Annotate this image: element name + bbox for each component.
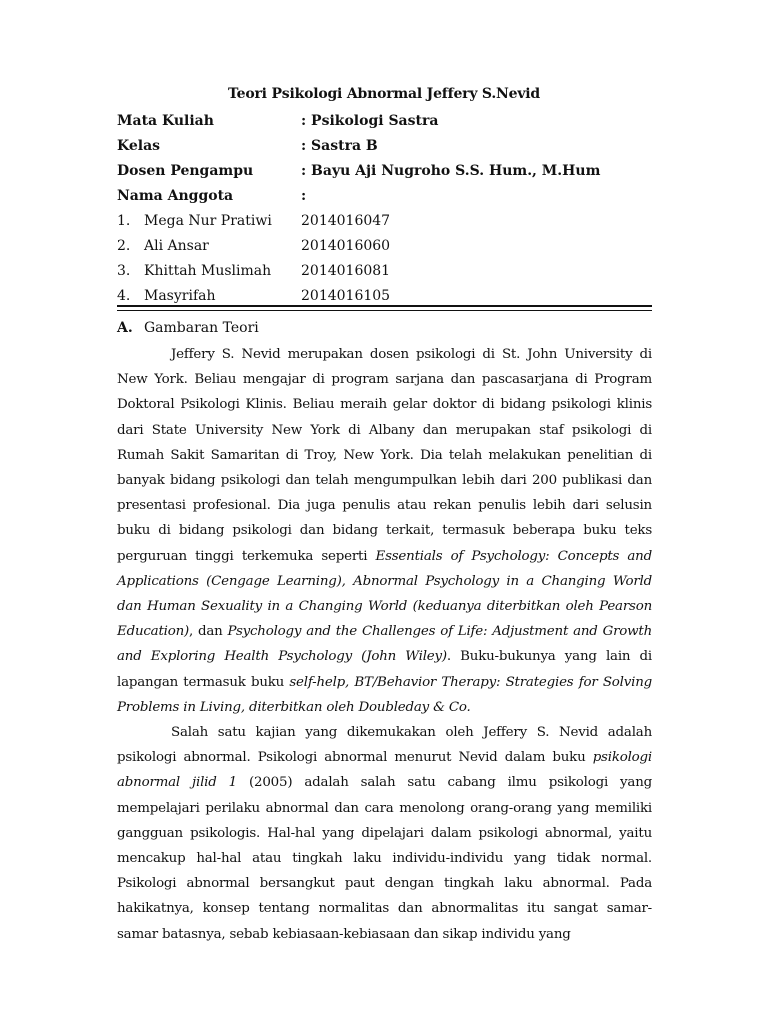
member-name: Ali Ansar <box>144 238 209 254</box>
meta-row-mata-kuliah <box>117 112 652 137</box>
member-id: 2014016081 <box>301 263 391 279</box>
para-text: Salah satu kajian yang dikemukakan oleh Jeffery S. Nevid adalah psikologi abnormal. Psikologi abnormal menurut Nevid dalam buku <box>117 725 652 766</box>
member-id: 2014016060 <box>301 238 391 254</box>
para-text: (2005) adalah salah satu cabang ilmu psikologi yang mempelajari perilaku abnormal dan cara menolong orang-orang yang memiliki gangguan psikologis. Hal-hal yang dipelajari dalam psikologi abnormal, yaitu mencakup hal-hal atau tingkah laku individu-individu yang tidak normal. Psikologi abnormal bersangkut paut dengan tingkah laku abnormal. Pada hakikatnya, konsep tentang normalitas dan abnormalitas itu sangat samar-samar batasnya, sebab kebiasaan-kebiasaan dan sikap individu yang <box>117 775 653 942</box>
meta-value: : Sastra B <box>301 138 378 154</box>
meta-value: : <box>301 188 307 204</box>
meta-label: Nama Anggota <box>117 188 234 204</box>
member-number: 1. <box>117 213 131 229</box>
member-number: 4. <box>117 288 131 304</box>
meta-label: Dosen Pengampu <box>117 163 254 179</box>
member-row <box>117 262 652 287</box>
meta-value: : Bayu Aji Nugroho S.S. Hum., M.Hum <box>301 163 601 179</box>
meta-row-anggota <box>117 187 652 212</box>
member-name: Mega Nur Pratiwi <box>144 213 272 229</box>
para-italic: self-help, BT/Behavior Therapy: Strategies for Solving Problems in Living, diterbitkan oleh Doubleday & Co. <box>117 674 652 715</box>
meta-row-kelas <box>117 137 652 162</box>
paragraph-2 <box>117 720 652 947</box>
member-row <box>117 212 652 237</box>
para-italic: psikologi abnormal jilid 1 <box>117 750 652 791</box>
meta-label: Kelas <box>117 138 161 154</box>
member-number: 2. <box>117 238 131 254</box>
member-id: 2014016105 <box>301 288 391 304</box>
member-row <box>117 287 652 312</box>
meta-row-dosen <box>117 162 652 187</box>
para-text: , dan <box>189 624 228 640</box>
meta-value: : Psikologi Sastra <box>301 113 439 129</box>
body-text <box>117 342 652 947</box>
section-heading <box>117 320 259 336</box>
paragraph-1 <box>117 342 652 720</box>
meta-table <box>117 112 652 312</box>
member-name: Masyrifah <box>144 288 216 304</box>
meta-label: Mata Kuliah <box>117 113 214 129</box>
member-row <box>117 237 652 262</box>
member-number: 3. <box>117 263 131 279</box>
section-title: Gambaran Teori <box>144 320 259 336</box>
section-letter: A. <box>117 320 133 336</box>
para-italic: Essentials of Psychology: Concepts and Applications (Cengage Learning), Abnormal Psychology in a Changing World dan Human Sexuality in a Changing World (keduanya diterbitkan oleh Pearson Education) <box>117 548 652 640</box>
member-id: 2014016047 <box>301 213 391 229</box>
member-name: Khittah Muslimah <box>144 263 272 279</box>
para-italic: Psychology and the Challenges of Life: Adjustment and Growth and Exploring Health Psychology (John Wiley) <box>117 624 652 665</box>
document-title: Teori Psikologi Abnormal Jeffery S.Nevid <box>228 86 540 102</box>
para-text: . Buku-bukunya yang lain di lapangan termasuk buku <box>117 649 652 690</box>
header-divider-thick <box>117 305 652 307</box>
para-text: Jeffery S. Nevid merupakan dosen psikologi di St. John University di New York. Beliau mengajar di program sarjana dan pascasarjana di Program Doktoral Psikologi Klinis. Beliau meraih gelar doktor di bidang psikologi klinis dari State University New York di Albany dan merupakan staf psikologi di Rumah Sakit Samaritan di Troy, New York. Dia telah melakukan penelitian di banyak bidang psikologi dan telah mengumpulkan lebih dari 200 publikasi dan presentasi profesional. Dia juga penulis atau rekan penulis lebih dari selusin buku di bidang psikologi dan bidang terkait, termasuk beberapa buku teks perguruan tinggi terkemuka seperti <box>117 347 652 564</box>
header-divider-thin <box>117 310 652 311</box>
